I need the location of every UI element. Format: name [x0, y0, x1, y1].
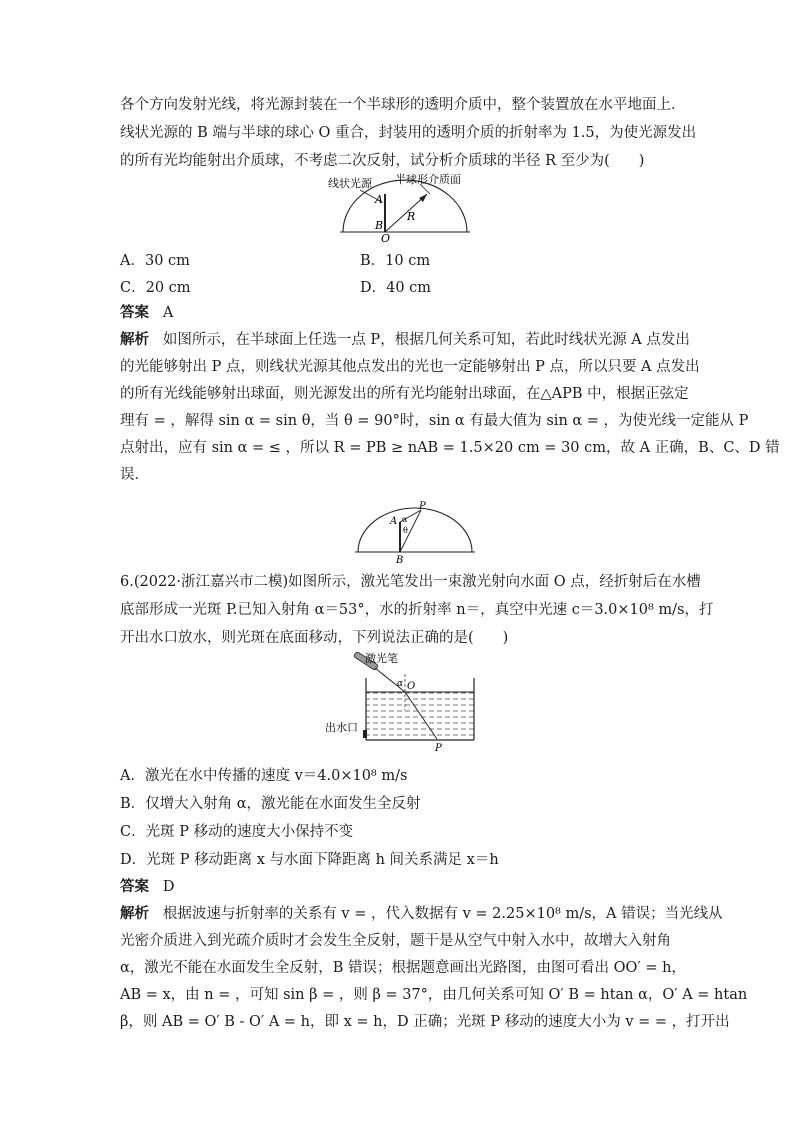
q6-stem-line-3: 开出水口放水，则光斑在底面移动，下列说法正确的是( ) — [120, 630, 509, 646]
fig1-source-label: 线状光源 — [328, 177, 372, 190]
q6-answer-label: 答案 — [120, 878, 149, 895]
fig2-angle-theta: θ — [403, 526, 408, 535]
fig3-pen-label: 激光笔 — [365, 652, 398, 665]
q5-answer-label: 答案 — [120, 304, 149, 321]
q6-option-d: D．光斑 P 移动距离 x 与水面下降距离 h 间关系满足 x＝h — [120, 852, 499, 868]
q5-stem-line-2: 线状光源的 B 端与半球的球心 O 重合，封装用的透明介质的折射率为 1.5，为使光源发出 — [120, 125, 697, 141]
fig1-radius-r: R — [407, 210, 416, 223]
fig3-point-p: P — [435, 743, 442, 754]
q6-analysis-line-5: β，则 AB = O′ B - O′ A = h，即 x = h，D 正确；光斑 P 移动的速度大小为 v = = ，打开出 — [120, 1014, 730, 1030]
q6-analysis-label: 解析 — [120, 905, 149, 922]
fig3-alpha: α — [397, 679, 404, 689]
q5-figure-hemisphere — [320, 172, 490, 244]
fig1-point-a: A — [375, 193, 383, 206]
q5-analysis-text-1: 如图所示，在半球面上任选一点 P，根据几何关系可知，若此时线状光源 A 点发出 — [162, 332, 690, 348]
q5-analysis-line-5: 点射出，应有 sin α = ≤ ，所以 R = PB ≥ nAB = 1.5×20 cm = 30 cm，故 A 正确，B、C、D 错 — [120, 440, 780, 456]
q5-analysis-line-1 — [120, 330, 690, 350]
q6-stem-line-1: 6.(2022·浙江嘉兴市二模)如图所示，激光笔发出一束激光射向水面 O 点，经折射后在水槽 — [120, 574, 701, 590]
q5-figure-geometry — [355, 500, 475, 566]
q5-analysis-line-4: 理有 = ，解得 sin α = sin θ，当 θ = 90°时，sin α 有最大值为 sin α = ，为使光线一定能从 P — [120, 413, 749, 429]
q6-analysis-line-1 — [120, 904, 723, 924]
q6-option-c: C．光斑 P 移动的速度大小保持不变 — [120, 824, 354, 840]
q6-analysis-line-2: 光密介质进入到光疏介质时才会发生全反射，题干是从空气中射入水中，故增大入射角 — [120, 933, 671, 949]
fig3-outlet-label: 出水口 — [325, 721, 358, 734]
fig1-surface-label: 半球形介质面 — [395, 173, 461, 186]
q5-analysis-line-2: 的光能够射出 P 点，则线状光源其他点发出的光也一定能够射出 P 点，所以只要 A 点发出 — [120, 359, 700, 375]
q6-analysis-text-1: 根据波速与折射率的关系有 v = ，代入数据有 v = 2.25×10⁸ m/s，A 错误；当光线从 — [162, 906, 723, 922]
fig1-point-o: O — [381, 232, 391, 244]
q5-option-d: D．40 cm — [360, 280, 432, 296]
fig2-angle-alpha: α — [402, 515, 408, 524]
q5-answer — [120, 303, 173, 323]
q6-answer-value: D — [162, 879, 175, 895]
fig1-point-b: B — [375, 219, 384, 232]
q6-stem-line-2: 底部形成一光斑 P.已知入射角 α＝53°，水的折射率 n＝，真空中光速 c＝3.0×10⁸ m/s，打 — [120, 602, 714, 618]
q5-option-a: A．30 cm — [120, 253, 190, 269]
q6-analysis-line-4: AB = x，由 n = ，可知 sin β = ，则 β = 37°，由几何关系可知 O′ B = htan α，O′ A = htan — [120, 987, 748, 1003]
q6-figure-water-tank — [325, 648, 485, 756]
q5-analysis-line-3: 的所有光线能够射出球面，则光源发出的所有光均能射出球面，在△APB 中，根据正弦定 — [120, 386, 689, 402]
q6-answer — [120, 877, 174, 897]
q5-answer-value: A — [162, 305, 174, 321]
fig2-point-b: B — [396, 555, 404, 566]
fig2-point-p: P — [419, 501, 426, 512]
q5-stem-line-1: 各个方向发射光线，将光源封装在一个半球形的透明介质中，整个装置放在水平地面上． — [120, 97, 686, 113]
q5-analysis-line-6: 误． — [120, 467, 149, 483]
q5-option-b: B．10 cm — [360, 253, 431, 269]
q6-option-b: B．仅增大入射角 α，激光能在水面发生全反射 — [120, 796, 421, 812]
fig3-point-o: O — [407, 681, 416, 692]
q6-option-a: A．激光在水中传播的速度 v＝4.0×10⁸ m/s — [120, 768, 408, 784]
q5-analysis-label: 解析 — [120, 331, 149, 348]
q5-stem-line-3: 的所有光均能射出介质球，不考虑二次反射，试分析介质球的半径 R 至少为( ) — [120, 153, 645, 169]
q6-analysis-line-3: α，激光不能在水面发生全反射，B 错误；根据题意画出光路图，由图可看出 OO′ = h， — [120, 960, 686, 976]
fig2-point-a: A — [390, 516, 398, 527]
q5-option-c: C．20 cm — [120, 280, 191, 296]
